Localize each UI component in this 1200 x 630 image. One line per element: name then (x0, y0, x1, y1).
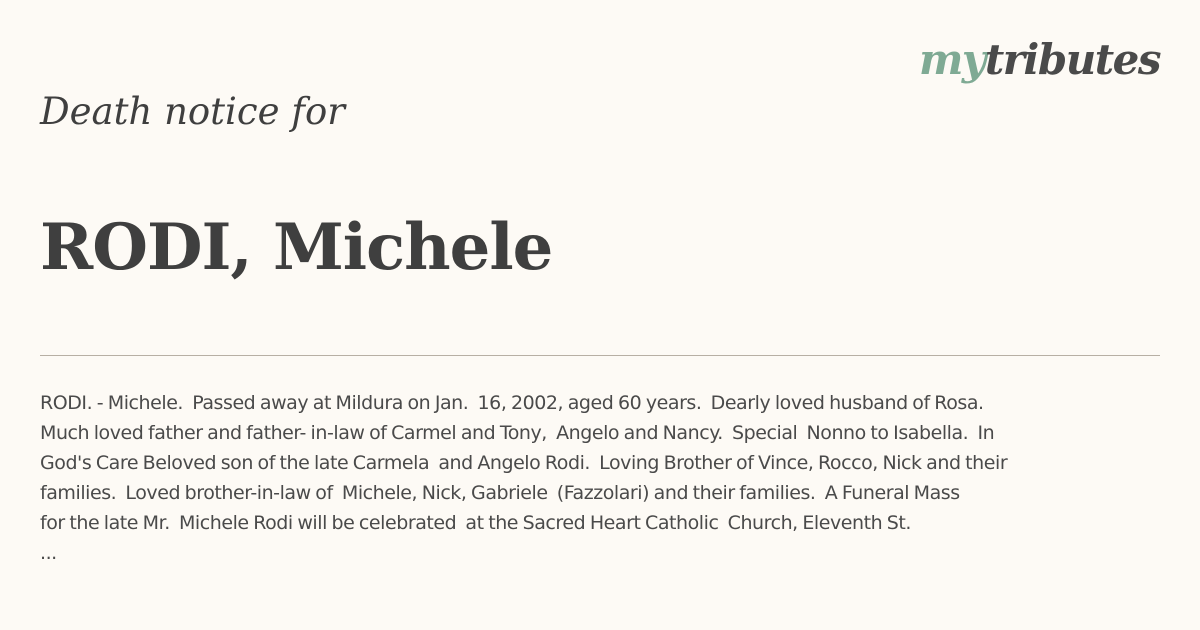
mytributes-logo[interactable] (919, 32, 1160, 88)
notice-ellipsis: ... (40, 542, 57, 564)
logo-tributes-text: tributes (984, 35, 1160, 84)
notice-text (40, 388, 1150, 568)
notice-line: families. Loved brother-in-law of Michele, Nick, Gabriele (Fazzolari) and their families. A Funeral Mass (40, 482, 960, 504)
notice-line: for the late Mr. Michele Rodi will be celebrated at the Sacred Heart Catholic Church, Eleventh St. (40, 512, 911, 534)
notice-line: God's Care Beloved son of the late Carmela and Angelo Rodi. Loving Brother of Vince, Rocco, Nick and their (40, 452, 1008, 474)
deceased-name: RODI, Michele (40, 210, 553, 285)
notice-line: Much loved father and father- in-law of Carmel and Tony, Angelo and Nancy. Special Nonno to Isabella. In (40, 422, 995, 444)
section-divider (40, 355, 1160, 356)
logo-my-text: my (918, 35, 985, 84)
death-notice-heading: Death notice for (40, 90, 345, 133)
notice-line: RODI. - Michele. Passed away at Mildura on Jan. 16, 2002, aged 60 years. Dearly loved husband of Rosa. (40, 392, 984, 414)
